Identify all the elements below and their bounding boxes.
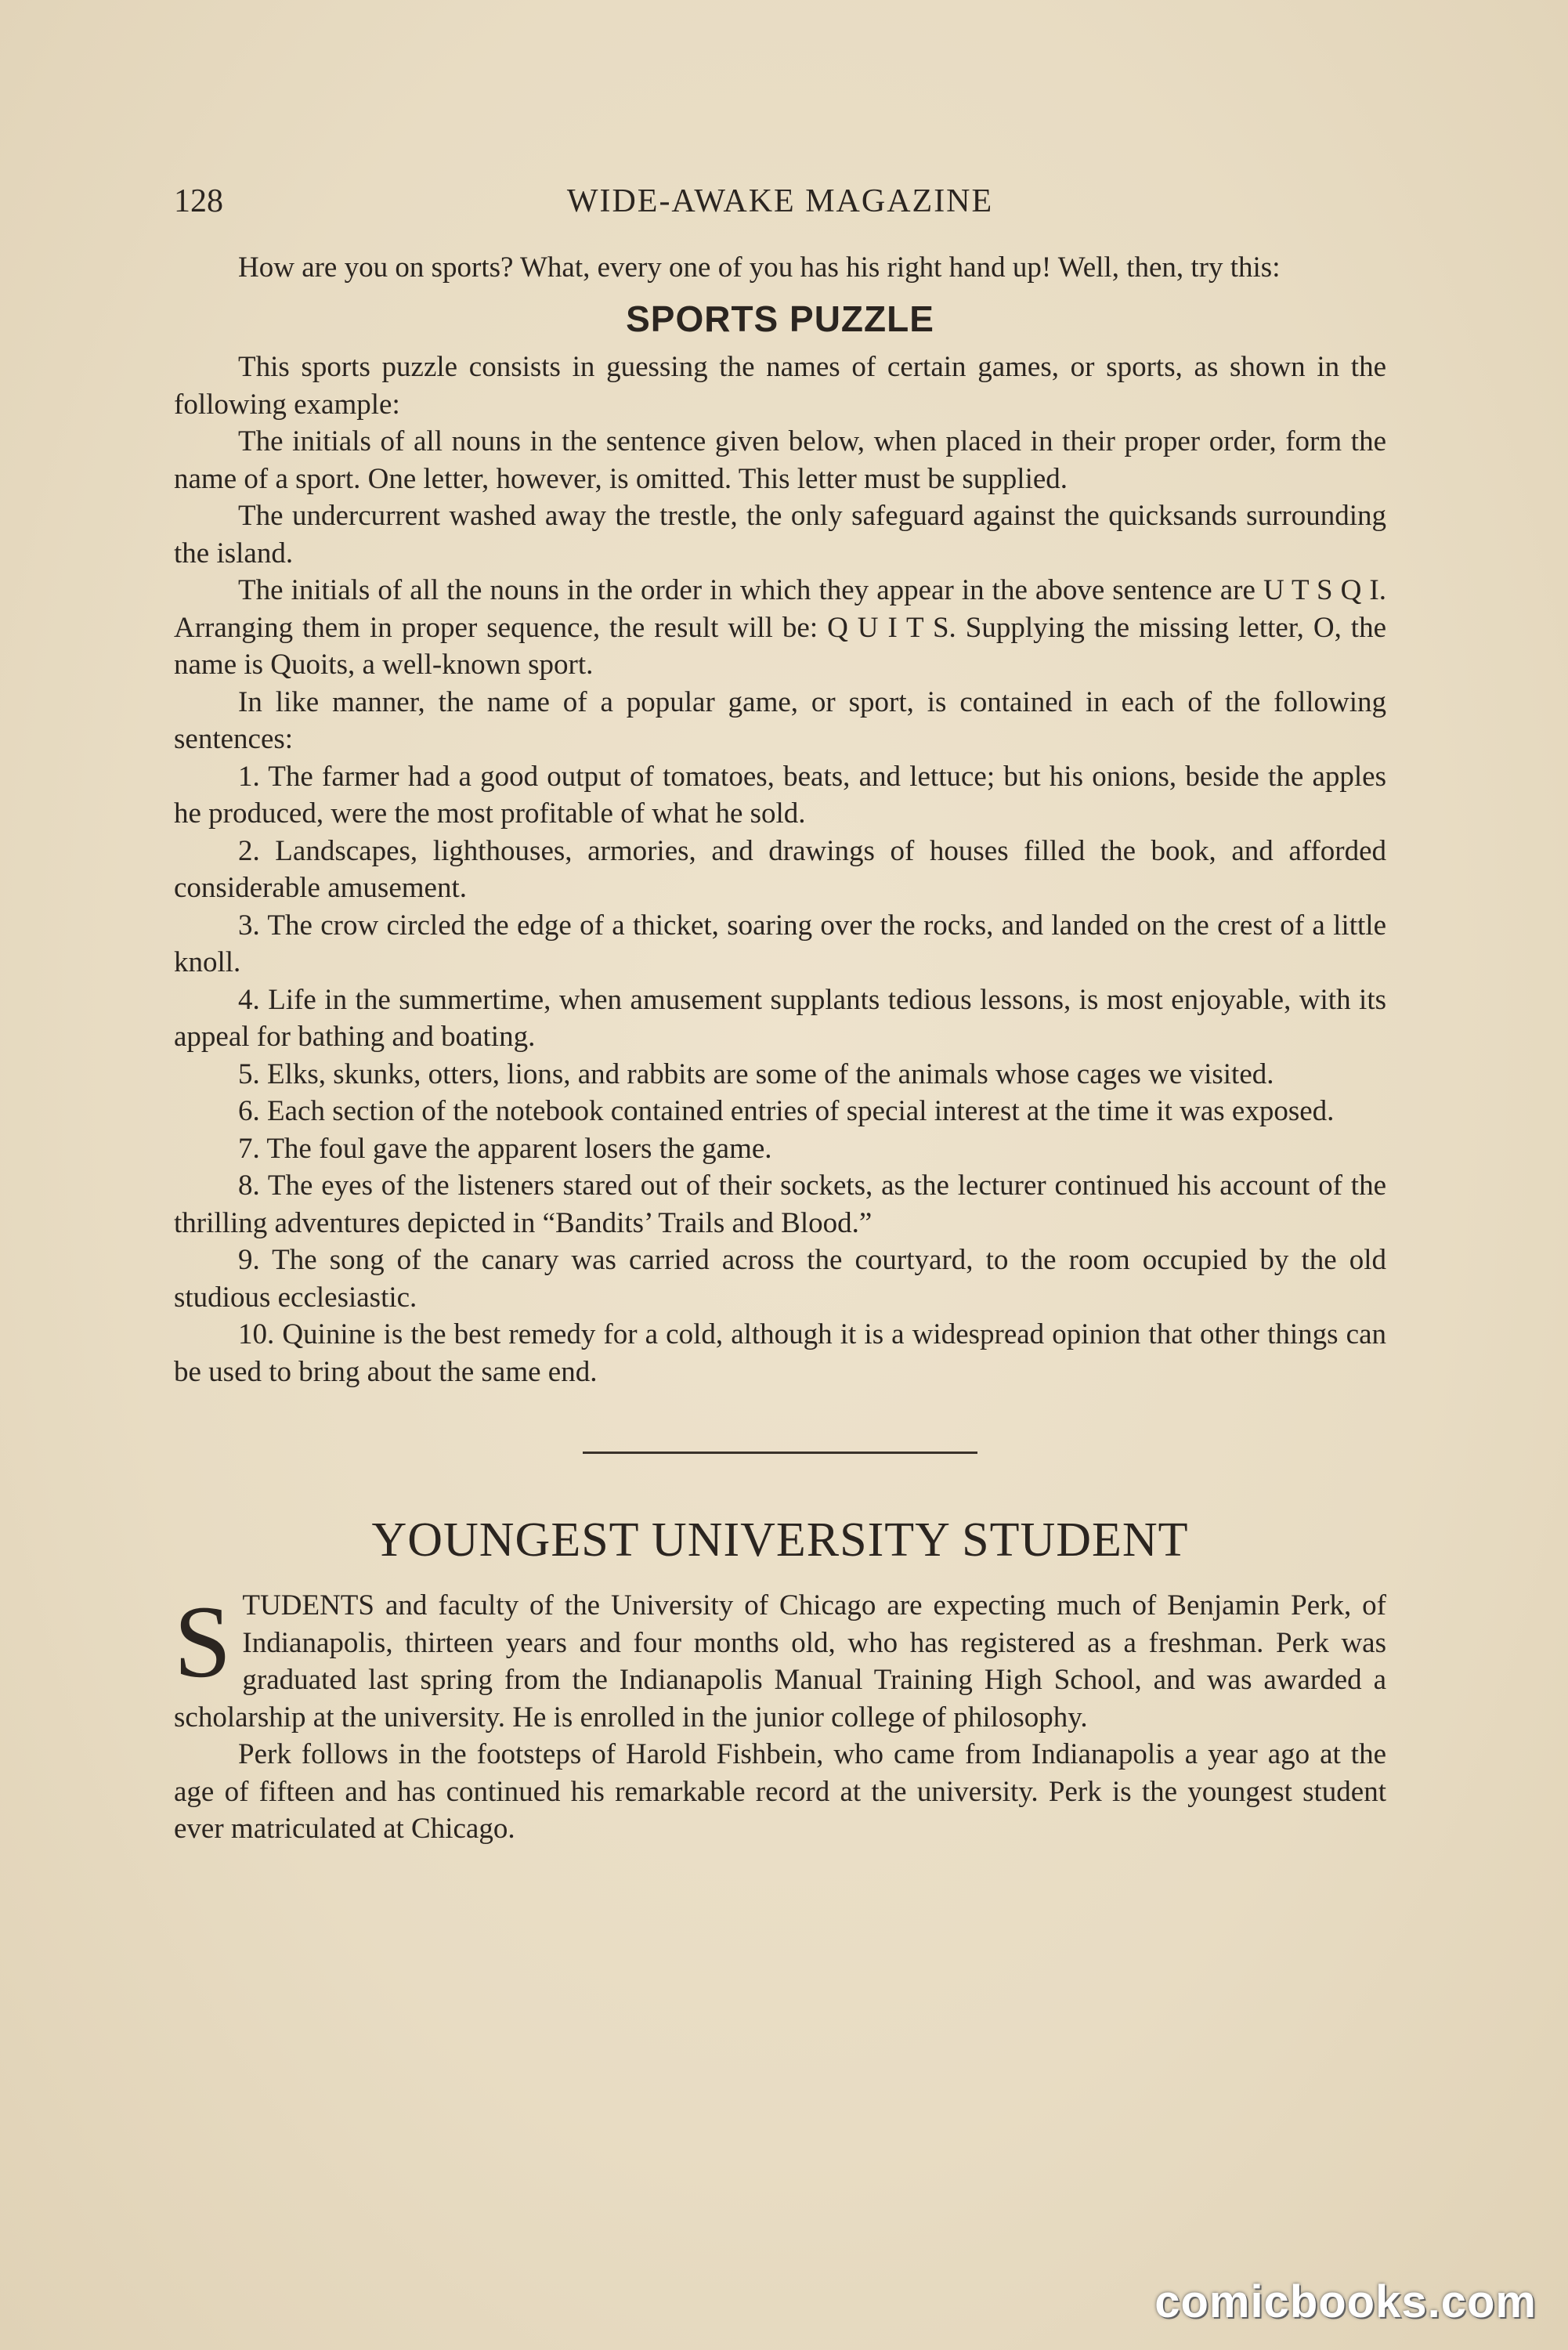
puzzle-item-3: 3. The crow circled the edge of a thicket, soaring over the rocks, and landed on the crest of a little knoll. (174, 909, 1386, 978)
puzzle-item-2: 2. Landscapes, lighthouses, armories, and drawings of houses filled the book, and afforded considerable amusement. (174, 834, 1386, 904)
puzzle-example-sentence: The undercurrent washed away the trestle, the only safeguard against the quicksands surrounding the island. (174, 500, 1386, 569)
running-head: WIDE-AWAKE MAGAZINE (566, 183, 994, 219)
puzzle-paragraph-2: The initials of all nouns in the sentence given below, when placed in their proper order, form the name of a sport. One letter, however, is omitted. This letter must be supplied. (174, 425, 1386, 495)
puzzle-item-5: 5. Elks, skunks, otters, lions, and rabbits are some of the animals whose cages we visited. (238, 1058, 1274, 1090)
article-title: YOUNGEST UNIVERSITY STUDENT (371, 1513, 1189, 1567)
puzzle-paragraph-1: This sports puzzle consists in guessing the names of certain games, or sports, as shown in the following example: (174, 351, 1386, 421)
article-paragraph-2: Perk follows in the footsteps of Harold Fishbein, who came from Indianapolis a year ago at the age of fifteen and has continued his remarkable record at the university. Perk is the youngest student ever matriculated at Chicago. (174, 1738, 1386, 1845)
site-watermark: comicbooks.com (1154, 2276, 1537, 2327)
article-lead-paragraph (174, 1584, 1386, 1736)
page-number: 128 (174, 183, 223, 219)
page-header (174, 179, 1386, 233)
puzzle-item-8: 8. The eyes of the listeners stared out of their sockets, as the lecturer continued his account of the thrilling adventures depicted in “Bandits’ Trails and Blood.” (174, 1170, 1386, 1239)
section-divider (583, 1452, 977, 1454)
puzzle-paragraph-5: In like manner, the name of a popular game, or sport, is contained in each of the following sentences: (174, 685, 1386, 755)
text-column (174, 179, 1386, 1848)
puzzle-paragraph-4: The initials of all the nouns in the order in which they appear in the above sentence are U T S Q I. Arranging them in proper sequence, the result will be: Q U I T S. Supplying the missing letter, O, the name is Quoits, a well-known sport. (174, 574, 1386, 681)
puzzle-item-6: 6. Each section of the notebook contained entries of special interest at the time it was exposed. (238, 1095, 1335, 1127)
puzzle-item-4: 4. Life in the summertime, when amusement supplants tedious lessons, is most enjoyable, with its appeal for bathing and boating. (174, 983, 1386, 1053)
puzzle-item-10: 10. Quinine is the best remedy for a cold, although it is a widespread opinion that other things can be used to bring about the same end. (174, 1318, 1386, 1388)
article-lead-text: TUDENTS and faculty of the University of Chicago are expecting much of Benjamin Perk, of Indianapolis, thirteen years and four months old, who has registered as a freshman. Perk was graduated last spring from the Indianapolis Manual Training High School, and was awarded a scholarship at the university. He is enrolled in the junior college of philosophy. (174, 1589, 1386, 1734)
puzzle-item-7: 7. The foul gave the apparent losers the game. (238, 1132, 772, 1165)
intro-paragraph: How are you on sports? What, every one of you has his right hand up! Well, then, try this: (238, 251, 1281, 284)
puzzle-item-1: 1. The farmer had a good output of tomatoes, beats, and lettuce; but his onions, beside the apples he produced, were the most profitable of what he sold. (174, 760, 1386, 830)
drop-cap: S (174, 1584, 232, 1699)
puzzle-item-9: 9. The song of the canary was carried across the courtyard, to the room occupied by the old studious ecclesiastic. (174, 1244, 1386, 1314)
puzzle-title: SPORTS PUZZLE (626, 298, 934, 339)
